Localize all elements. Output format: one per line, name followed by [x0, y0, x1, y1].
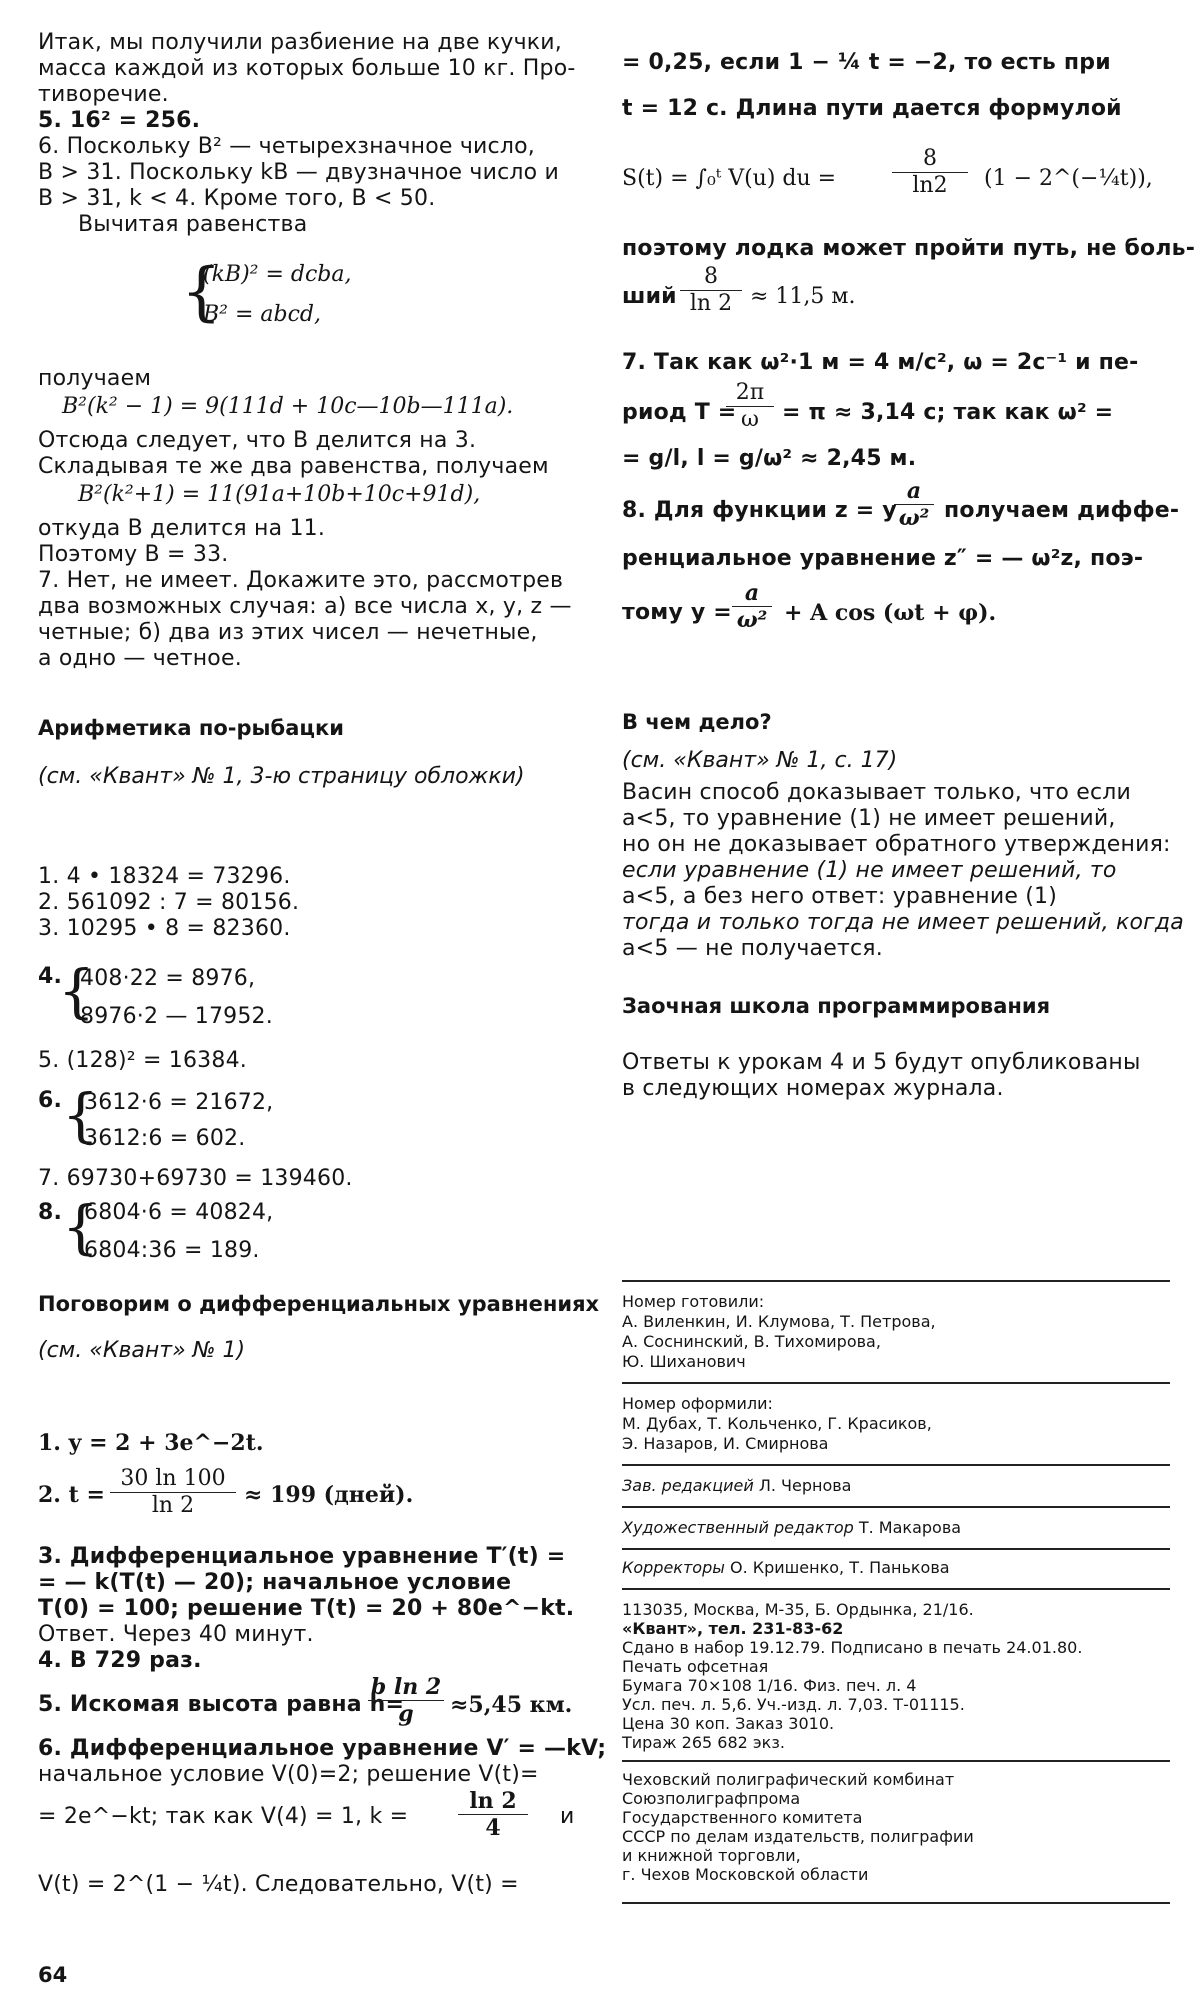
equation: B²(k² − 1) = 9(111d + 10c—10b—111a).: [62, 394, 514, 419]
text-line: Ответы к урокам 4 и 5 будут опубликованы: [622, 1050, 1141, 1075]
imprint-line: А. Соснинский, В. Тихомирова,: [622, 1332, 881, 1351]
answer-8-line: ренциальное уравнение z″ = — ω²z, поэ-: [622, 546, 1144, 571]
brace: {: [62, 1193, 99, 1261]
fishing-answer-4-number: 4.: [38, 964, 63, 989]
fishing-answer-6: 3612·6 = 21672,: [84, 1090, 274, 1115]
integral-formula: S(t) = ∫₀ᵗ V(u) du = 8 ln2 (1 − 2^(−¼t)),: [622, 146, 1153, 198]
section-source: (см. «Квант» № 1, с. 17): [622, 748, 898, 773]
imprint-line: и книжной торговли,: [622, 1846, 801, 1865]
answer-7-line: = g/l, l = g/ω² ≈ 2,45 м.: [622, 446, 917, 471]
brace: {: [181, 255, 222, 329]
imprint-line: Цена 30 коп. Заказ 3010.: [622, 1714, 835, 1733]
text-line: a<5, то уравнение (1) не имеет решений,: [622, 806, 1116, 831]
imprint-line: Чеховский полиграфический комбинат: [622, 1770, 955, 1789]
fishing-answer-5: 5. (128)² = 16384.: [38, 1048, 247, 1073]
imprint-line: Тираж 265 682 экз.: [622, 1733, 785, 1752]
continued-line: = 0,25, если 1 − ¼ t = −2, то есть при: [622, 50, 1111, 75]
fraction: 30 ln 100 ln 2: [110, 1466, 236, 1519]
imprint-line: Печать офсетная: [622, 1657, 769, 1676]
equation: B² = abcd,: [203, 302, 322, 327]
fraction: a ω²: [894, 478, 934, 531]
imprint-correctors: Корректоры О. Кришенко, Т. Панькова: [622, 1558, 950, 1577]
diff-answer-6-line: начальное условие V(0)=2; решение V(t)=: [38, 1762, 539, 1787]
answer-7-line: а одно — четное.: [38, 646, 242, 671]
imprint-line: Усл. печ. л. 5,6. Уч.-изд. л. 7,03. Т-01115.: [622, 1695, 965, 1714]
fishing-answer-6-number: 6.: [38, 1088, 63, 1113]
brace: {: [62, 1081, 99, 1149]
answer-6-line: B > 31. Поскольку kB — двузначное число и: [38, 160, 560, 185]
text-line: Поэтому B = 33.: [38, 542, 229, 567]
section-title-matter: В чем дело?: [622, 710, 772, 734]
text-line: a<5 — не получается.: [622, 936, 883, 961]
imprint-art-editor: Художественный редактор Т. Макарова: [622, 1518, 962, 1537]
diff-answer-1: 1. y = 2 + 3e^−2t.: [38, 1430, 264, 1456]
section-title-school: Заочная школа программирования: [622, 994, 1051, 1018]
fishing-answer: 3. 10295 • 8 = 82360.: [38, 916, 291, 941]
fraction: 8 ln 2: [680, 264, 742, 317]
answer-6-line: Вычитая равенства: [78, 212, 308, 237]
divider: [622, 1382, 1170, 1384]
imprint-line: А. Виленкин, И. Клумова, Т. Петрова,: [622, 1312, 936, 1331]
equation: B²(k²+1) = 11(91a+10b+10c+91d),: [78, 482, 481, 507]
imprint-label: Номер оформили:: [622, 1394, 773, 1413]
fishing-answer: 1. 4 • 18324 = 73296.: [38, 864, 291, 889]
imprint-line: 113035, Москва, М-35, Б. Ордынка, 21/16.: [622, 1600, 974, 1619]
diff-answer-3-line: = — k(T(t) — 20); начальное условие: [38, 1570, 512, 1595]
answer-7-line: риод T = 2π ω = π ≈ 3,14 с; так как ω² =: [622, 380, 1114, 432]
continued-line: t = 12 с. Длина пути дается формулой: [622, 96, 1122, 121]
diff-answer-3-line: Ответ. Через 40 минут.: [38, 1622, 314, 1647]
diff-answer-6-line: 6. Дифференциальное уравнение V′ = —kV;: [38, 1736, 607, 1761]
answer-5: 5. 16² = 256.: [38, 108, 201, 133]
fraction: a ω²: [732, 580, 772, 633]
text-line: откуда B делится на 11.: [38, 516, 326, 541]
fraction: ln 2 4: [458, 1788, 528, 1841]
text-line: в следующих номерах журнала.: [622, 1076, 1004, 1101]
diff-answer-4: 4. В 729 раз.: [38, 1648, 202, 1673]
imprint-label: Номер готовили:: [622, 1292, 765, 1311]
fraction: 2π ω: [726, 380, 774, 433]
answer-7-line: два возможных случая: а) все числа x, y, z —: [38, 594, 572, 619]
answer-8-line: тому y = a ω² + A cos (ωt + φ).: [622, 580, 997, 633]
imprint-line: Э. Назаров, И. Смирнова: [622, 1434, 829, 1453]
divider: [622, 1902, 1170, 1904]
section-source: (см. «Квант» № 1): [38, 1338, 246, 1363]
page-number: 64: [38, 1963, 68, 1987]
diff-answer-3-line: T(0) = 100; решение T(t) = 20 + 80e^−kt.: [38, 1596, 575, 1621]
diff-answer-2: 2. t = 30 ln 100 ln 2 ≈ 199 (дней).: [38, 1466, 414, 1518]
fishing-answer-6: 3612:6 = 602.: [84, 1126, 246, 1151]
section-title-diff: Поговорим о дифференциальных уравнениях: [38, 1292, 600, 1316]
imprint-line: Государственного комитета: [622, 1808, 863, 1827]
answer-7-line: четные; б) два из этих чисел — нечетные,: [38, 620, 538, 645]
imprint-line: Бумага 70×108 1/16. Физ. печ. л. 4: [622, 1676, 917, 1695]
path-formula: ший 8 ln 2 ≈ 11,5 м.: [622, 264, 856, 316]
fishing-answer-8-number: 8.: [38, 1200, 63, 1225]
fishing-answer-4: 408·22 = 8976,: [80, 966, 256, 991]
divider: [622, 1506, 1170, 1508]
section-source: (см. «Квант» № 1, 3-ю страницу обложки): [38, 764, 525, 789]
text-line: получаем: [38, 366, 152, 391]
text-line: Итак, мы получили разбиение на две кучки,: [38, 30, 562, 55]
fishing-answer-8: 6804·6 = 40824,: [84, 1200, 274, 1225]
section-title-fishing: Арифметика по-рыбацки: [38, 716, 344, 740]
fishing-answer-8: 6804:36 = 189.: [84, 1238, 260, 1263]
equation: (kB)² = dcba,: [203, 262, 352, 287]
text-fragment: и: [560, 1804, 575, 1829]
imprint-editor: Зав. редакцией Л. Чернова: [622, 1476, 852, 1495]
text-line: тиворечие.: [38, 82, 169, 107]
diff-answer-6-line: = 2e^−kt; так как V(4) = 1, k =: [38, 1804, 409, 1829]
text-line: но он не доказывает обратного утверждения:: [622, 832, 1171, 857]
text-line: Отсюда следует, что B делится на 3.: [38, 428, 477, 453]
fishing-answer: 2. 561092 : 7 = 80156.: [38, 890, 300, 915]
diff-answer-3-line: 3. Дифференциальное уравнение T′(t) =: [38, 1544, 566, 1569]
answer-8-line: 8. Для функции z = y a ω² получаем диффе-: [622, 478, 1180, 531]
divider: [622, 1280, 1170, 1282]
imprint-line: СССР по делам издательств, полиграфии: [622, 1827, 974, 1846]
imprint-line: М. Дубах, Т. Кольченко, Г. Красиков,: [622, 1414, 932, 1433]
text-line: поэтому лодка может пройти путь, не боль-: [622, 236, 1196, 261]
answer-6-line: 6. Поскольку B² — четырехзначное число,: [38, 134, 535, 159]
text-line: тогда и только тогда не имеет решений, когда: [622, 910, 1184, 935]
fraction: 8 ln2: [892, 146, 968, 199]
divider: [622, 1760, 1170, 1762]
answer-7-line: 7. Нет, не имеет. Докажите это, рассмотрев: [38, 568, 564, 593]
imprint-line: Союзполиграфпрома: [622, 1789, 801, 1808]
brace: {: [58, 957, 95, 1025]
imprint-line: Ю. Шиханович: [622, 1352, 746, 1371]
imprint-line: г. Чехов Московской области: [622, 1865, 869, 1884]
fishing-answer-4: 8976·2 — 17952.: [80, 1004, 273, 1029]
diff-answer-6-line: V(t) = 2^(1 − ¼t). Следовательно, V(t) =: [38, 1872, 519, 1897]
divider: [622, 1548, 1170, 1550]
divider: [622, 1588, 1170, 1590]
imprint-line: «Квант», тел. 231-83-62: [622, 1619, 844, 1638]
fishing-answer-7: 7. 69730+69730 = 139460.: [38, 1166, 353, 1191]
fraction: b ln 2 g: [368, 1674, 444, 1727]
divider: [622, 1464, 1170, 1466]
answer-7-line: 7. Так как ω²·1 м = 4 м/с², ω = 2c⁻¹ и пе-: [622, 350, 1139, 375]
text-line: масса каждой из которых больше 10 кг. Про-: [38, 56, 576, 81]
text-line: если уравнение (1) не имеет решений, то: [622, 858, 1117, 883]
text-line: a<5, а без него ответ: уравнение (1): [622, 884, 1058, 909]
text-line: Складывая те же два равенства, получаем: [38, 454, 549, 479]
answer-6-line: B > 31, k < 4. Кроме того, B < 50.: [38, 186, 436, 211]
imprint-line: Сдано в набор 19.12.79. Подписано в печать 24.01.80.: [622, 1638, 1083, 1657]
diff-answer-5: 5. Искомая высота равна h= b ln 2 g ≈5,45 км.: [38, 1674, 573, 1727]
text-line: Васин способ доказывает только, что если: [622, 780, 1131, 805]
